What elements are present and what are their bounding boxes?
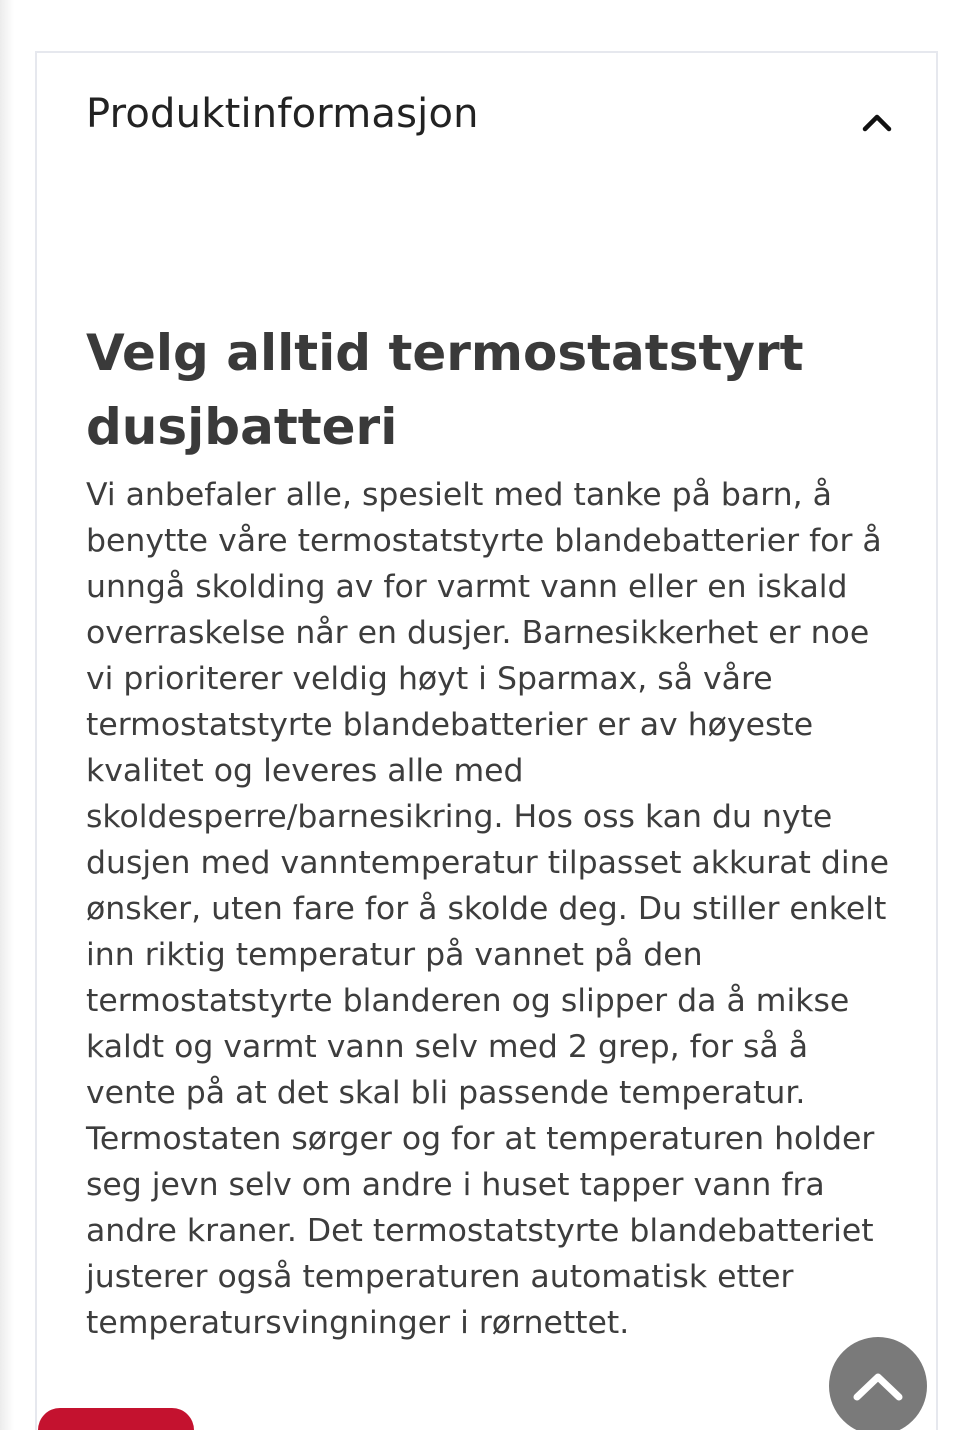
chevron-up-icon (861, 111, 893, 133)
article-body: Vi anbefaler alle, spesielt med tanke på barn, å benytte våre termostatstyrte blandebatterier for å unngå skolding av for varmt vann eller en iskald overraskelse når en dusjer. Barnesikkerhet er noe vi prioriterer veldig høyt i Sparmax, så våre termostatstyrte blandebatterier er av høyeste kvalitet og leveres alle med skoldesperre/barnesikring. Hos oss kan du nyte dusjen med vanntemperatur tilpasset akkurat dine ønsker, uten fare for å skolde deg. Du stiller enkelt inn riktig temperatur på vannet på den termostatstyrte blanderen og slipper da å mikse kaldt og varmt vann selv med 2 grep, for så å vente på at det skal bli passende temperatur. Termostaten sørger og for at temperaturen holder seg jevn selv om andre i huset tapper vann fra andre kraner. Det termostatstyrte blandebatteriet justerer også temperaturen automatisk etter temperatursvingninger i rørnettet. (86, 477, 889, 1341)
product-info-accordion (35, 51, 938, 1430)
accordion-content (86, 316, 894, 1346)
accordion-header[interactable] (37, 53, 936, 177)
accordion-title: Produktinformasjon (86, 91, 479, 137)
article-heading: Velg alltid termostatstyrt dusjbatteri (86, 324, 804, 456)
chevron-up-icon (851, 1369, 905, 1403)
bottom-action-tab[interactable] (38, 1408, 194, 1430)
accordion-toggle-button[interactable] (853, 98, 901, 146)
scroll-to-top-button[interactable] (829, 1337, 927, 1430)
page-edge-shadow (0, 0, 14, 1430)
